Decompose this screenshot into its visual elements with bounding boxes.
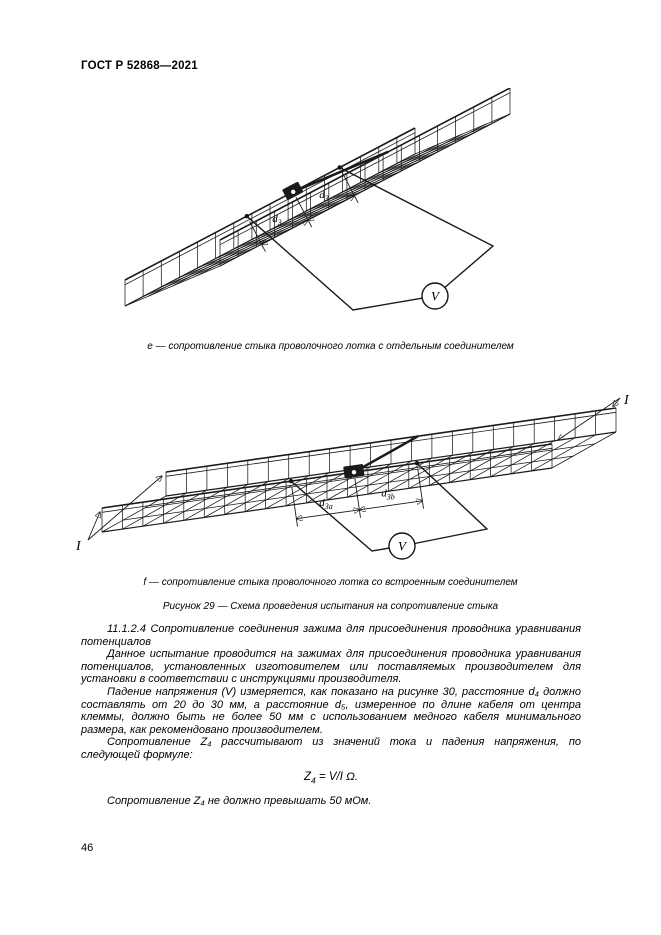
- paragraph: Падение напряжения (V) измеряется, как показано на рисунке 30, расстояние d₄ должно составлять от 20 до 30 мм, а расстояние d₅, измеренное по длине кабеля от центра клеммы, должно быть не более 50 мм с использованием медного кабеля минимального размера, как рекомендовано производителем.: [81, 685, 581, 736]
- figure-29-caption: Рисунок 29 — Схема проведения испытания на сопротивление стыка: [162, 601, 499, 612]
- figure-29f-drawing: [72, 364, 638, 572]
- meter-lead-right: [415, 463, 487, 543]
- paragraph: Сопротивление Z₄ не должно превышать 50 мОм.: [107, 795, 372, 808]
- formula-expression: = V/I Ω.: [315, 770, 359, 783]
- dimension-line-d3-right: [308, 196, 354, 220]
- current-leader-left-far: [88, 476, 162, 540]
- clause-heading: 11.1.2.4 Сопротивление соединения зажима для присоединения проводника уравнивания потенциалов: [81, 623, 581, 648]
- voltmeter-label: V: [398, 538, 406, 554]
- body-text: [81, 623, 581, 808]
- figure-29e-drawing: [95, 88, 565, 338]
- current-label-left: I: [76, 539, 81, 554]
- extension-line: [292, 487, 298, 527]
- current-label-right: I: [624, 393, 629, 408]
- extension-line: [418, 469, 424, 509]
- built-in-joint-connector: [343, 464, 364, 479]
- dimension-label-d3-left: $d_3$: [272, 213, 282, 227]
- meter-lead-left: [291, 481, 389, 551]
- formula-subscript: 4: [310, 774, 316, 785]
- page-number: 46: [81, 842, 94, 854]
- figure-29e-caption: е — сопротивление стыка проволочного лотка с отдельным соединителем: [147, 341, 514, 352]
- figure-29f-caption: f — сопротивление стыка проволочного лотка со встроенным соединителем: [143, 577, 518, 588]
- paragraph: Данное испытание проводится на зажимах для присоединения проводника уравнивания потенциалов, установленных изготовителем или поставляемых производителем для установки в соответствии с инструкциями производителя.: [81, 648, 581, 686]
- voltmeter-label: V: [431, 288, 439, 304]
- document-header: ГОСТ Р 52868—2021: [81, 60, 198, 72]
- dimension-label-d3-right: $d_3$: [319, 189, 329, 203]
- dimension-line-d3b: [359, 501, 422, 510]
- dimension-label-d3a: $d_{3a}$: [319, 497, 333, 511]
- dimension-line-d3a: [296, 510, 359, 519]
- wire-mesh-tray: [125, 88, 510, 306]
- extension-line: [355, 478, 361, 518]
- current-leader-left-near: [88, 512, 100, 540]
- paragraph: Сопротивление Z₄ рассчитывают из значений тока и падения напряжения, по следующей формуле:: [81, 736, 581, 761]
- formula-symbol: Z: [303, 770, 311, 783]
- formula-z4: [81, 771, 581, 787]
- dimension-label-d3b: $d_{3b}$: [381, 487, 395, 502]
